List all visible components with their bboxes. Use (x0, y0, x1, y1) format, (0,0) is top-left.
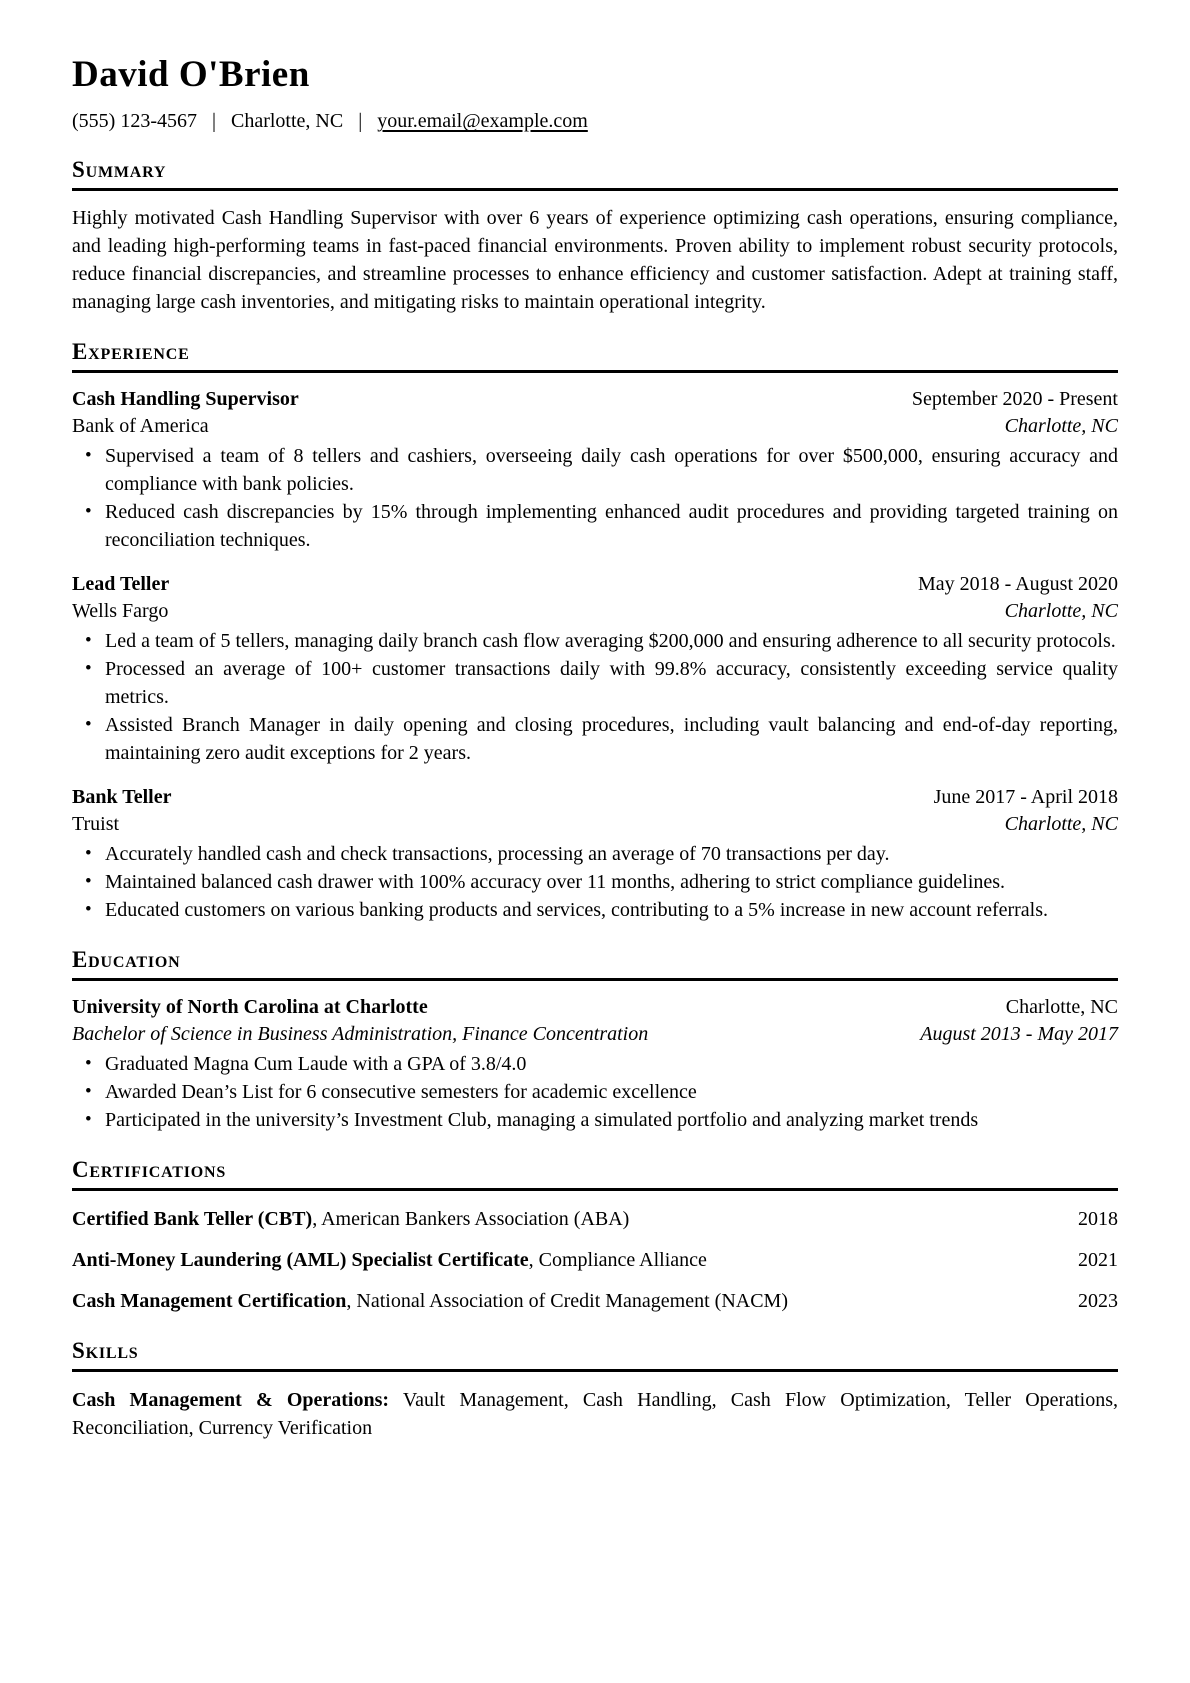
email-link[interactable]: your.email@example.com (377, 110, 588, 133)
bullet-item: • Participated in the university’s Investment Club, managing a simulated portfolio and analyzing market trends (72, 1106, 1118, 1134)
bullet-item: • Supervised a team of 8 tellers and cashiers, overseeing daily cash operations for over $500,000, ensuring accuracy and compliance with bank policies. (72, 442, 1118, 498)
separator-bar: | (211, 109, 216, 133)
certification-issuer: , American Bankers Association (ABA) (312, 1208, 630, 1231)
company-name: Truist (72, 813, 120, 836)
bullet-item: • Led a team of 5 tellers, managing daily branch cash flow averaging $200,000 and ensuring adherence to all security protocols. (72, 627, 1118, 655)
certification-text (72, 1206, 653, 1233)
certification-row (72, 1247, 1118, 1274)
section-skills (72, 1338, 1118, 1442)
bullet-item: • Accurately handled cash and check transactions, processing an average of 70 transactions per day. (72, 840, 1118, 868)
skills-line (72, 1386, 1118, 1442)
job-role: Cash Handling Supervisor (72, 388, 299, 411)
certifications-section-title: Certifications (72, 1157, 1118, 1191)
separator-bar: | (358, 109, 363, 133)
certification-name: Certified Bank Teller (CBT) (72, 1208, 313, 1231)
certification-row (72, 1288, 1118, 1315)
certification-issuer: , National Association of Credit Management (NACM) (346, 1290, 788, 1313)
job-entry (72, 571, 1118, 767)
skill-category-label: Cash Management & Operations: (72, 1389, 390, 1412)
bullet-item: • Assisted Branch Manager in daily opening and closing procedures, including vault balancing and end-of-day reporting, maintaining zero audit exceptions for 2 years. (72, 711, 1118, 767)
certification-text (72, 1288, 812, 1315)
bullet-item: • Awarded Dean’s List for 6 consecutive semesters for academic excellence (72, 1078, 1118, 1106)
company-name: Bank of America (72, 415, 209, 438)
bullet-item: • Reduced cash discrepancies by 15% through implementing enhanced audit procedures and providing targeted training on reconciliation techniques. (72, 498, 1118, 554)
education-entry (72, 994, 1118, 1134)
job-bullet-list (72, 627, 1118, 767)
job-entry (72, 784, 1118, 924)
summary-text: Highly motivated Cash Handling Supervisor with over 6 years of experience optimizing cash operations, ensuring compliance, and leading high-performing teams in fast-paced financial environments. Proven ability to implement robust security protocols, reduce financial discrepancies, and streamline processes to enhance efficiency and customer satisfaction. Adept at training staff, managing large cash inventories, and mitigating risks to maintain operational integrity. (72, 207, 1118, 314)
job-location: Charlotte, NC (1004, 813, 1118, 836)
section-summary (72, 157, 1118, 316)
location-text: Charlotte, NC (231, 110, 344, 133)
certification-name: Cash Management Certification (72, 1290, 347, 1313)
contact-line (72, 108, 1118, 134)
certification-year: 2018 (1078, 1208, 1118, 1231)
certification-issuer: , Compliance Alliance (528, 1249, 707, 1272)
job-title-row (72, 386, 1118, 413)
certification-row (72, 1206, 1118, 1233)
education-dates: August 2013 - May 2017 (920, 1023, 1118, 1046)
job-company-row (72, 811, 1118, 838)
bullet-item: • Processed an average of 100+ customer transactions daily with 99.8% accuracy, consistently exceeding service quality metrics. (72, 655, 1118, 711)
school-location: Charlotte, NC (1005, 996, 1118, 1019)
school-name: University of North Carolina at Charlotte (72, 996, 428, 1019)
phone-number: (555) 123-4567 (72, 110, 197, 133)
section-certifications (72, 1157, 1118, 1315)
job-dates: June 2017 - April 2018 (933, 786, 1118, 809)
education-bullet-list (72, 1050, 1118, 1134)
certification-text (72, 1247, 731, 1274)
job-bullet-list (72, 840, 1118, 924)
job-role: Bank Teller (72, 786, 172, 809)
candidate-name: David O'Brien (72, 54, 310, 95)
section-experience (72, 339, 1118, 924)
certification-name: Anti-Money Laundering (AML) Specialist Certificate (72, 1249, 529, 1272)
company-name: Wells Fargo (72, 600, 169, 623)
job-location: Charlotte, NC (1004, 600, 1118, 623)
job-company-row (72, 413, 1118, 440)
job-entry (72, 386, 1118, 554)
degree-row (72, 1021, 1118, 1048)
education-section-title: Education (72, 947, 1118, 981)
skill-list: Vault Management, Cash Handling, Cash Flow Optimization, Teller Operations, Reconciliation, Currency Verification (72, 1389, 1118, 1440)
job-role: Lead Teller (72, 573, 170, 596)
experience-section-title: Experience (72, 339, 1118, 373)
job-location: Charlotte, NC (1004, 415, 1118, 438)
certification-year: 2023 (1078, 1290, 1118, 1313)
job-bullet-list (72, 442, 1118, 554)
section-education (72, 947, 1118, 1134)
skills-section-title: Skills (72, 1338, 1118, 1372)
summary-section-title: Summary (72, 157, 1118, 191)
job-company-row (72, 598, 1118, 625)
job-title-row (72, 571, 1118, 598)
job-dates: May 2018 - August 2020 (918, 573, 1118, 596)
certification-year: 2021 (1078, 1249, 1118, 1272)
job-title-row (72, 784, 1118, 811)
resume-header (72, 54, 1118, 134)
job-dates: September 2020 - Present (911, 388, 1118, 411)
bullet-item: • Graduated Magna Cum Laude with a GPA of 3.8/4.0 (72, 1050, 1118, 1078)
degree-name: Bachelor of Science in Business Administration, Finance Concentration (72, 1023, 649, 1046)
bullet-item: • Educated customers on various banking products and services, contributing to a 5% increase in new account referrals. (72, 896, 1118, 924)
bullet-item: • Maintained balanced cash drawer with 100% accuracy over 11 months, adhering to strict compliance guidelines. (72, 868, 1118, 896)
school-row (72, 994, 1118, 1021)
